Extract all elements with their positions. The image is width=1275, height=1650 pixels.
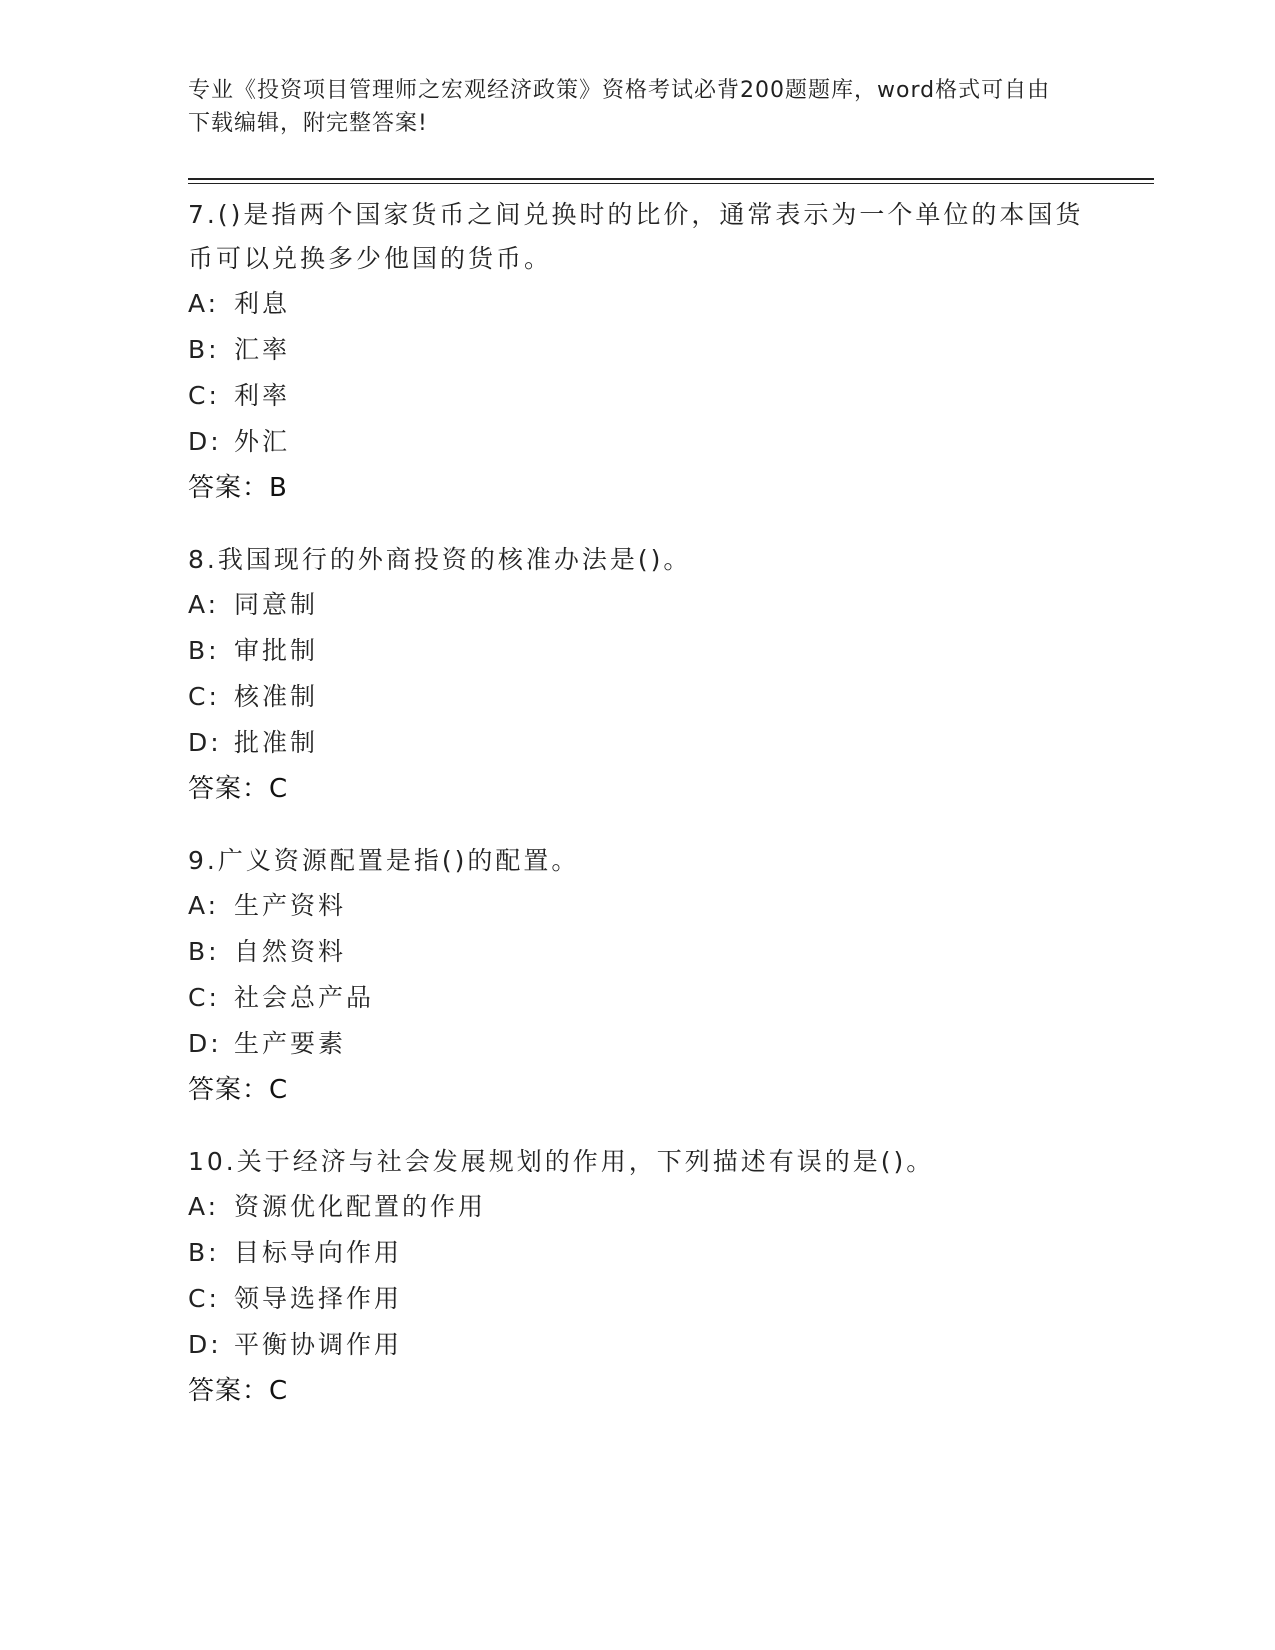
- answer-line: 答案：C: [188, 1075, 289, 1105]
- option-c: [188, 373, 1088, 419]
- option-c: [188, 975, 1088, 1021]
- option-letter: D:: [188, 1029, 222, 1058]
- option-letter: C:: [188, 381, 220, 410]
- option-letter: C:: [188, 1284, 220, 1313]
- option-d: [188, 720, 1088, 766]
- option-b: [188, 929, 1088, 975]
- option-letter: D:: [188, 427, 222, 456]
- option-text: 资源优化配置的作用: [234, 1192, 487, 1221]
- question-stem: 8.我国现行的外商投资的核准办法是()。: [188, 545, 692, 574]
- option-text: 核准制: [234, 682, 319, 711]
- option-c: [188, 674, 1088, 720]
- option-b: [188, 327, 1088, 373]
- option-text: 自然资料: [234, 937, 347, 966]
- option-d: [188, 1021, 1088, 1067]
- option-letter: D:: [188, 728, 222, 757]
- answer-line: 答案：C: [188, 774, 289, 804]
- option-text: 目标导向作用: [234, 1238, 403, 1267]
- option-a: [188, 883, 1088, 929]
- option-text: 生产资料: [234, 891, 347, 920]
- option-a: [188, 1184, 1088, 1230]
- question-stem: 10.关于经济与社会发展规划的作用，下列描述有误的是()。: [188, 1147, 935, 1176]
- question-stem: 7.()是指两个国家货币之间兑换时的比价，通常表示为一个单位的本国货币可以兑换多少他国的货币。: [188, 200, 1084, 273]
- option-letter: B:: [188, 636, 220, 665]
- option-letter: B:: [188, 335, 220, 364]
- question-8: [188, 538, 1088, 812]
- option-letter: A:: [188, 891, 220, 920]
- option-text: 批准制: [234, 728, 319, 757]
- option-text: 社会总产品: [234, 983, 375, 1012]
- question-10: [188, 1140, 1088, 1414]
- option-letter: B:: [188, 1238, 220, 1267]
- option-letter: D:: [188, 1330, 222, 1359]
- header-divider-thick: [188, 178, 1154, 180]
- question-list: [188, 193, 1088, 1441]
- option-text: 利率: [234, 381, 291, 410]
- option-letter: B:: [188, 937, 220, 966]
- option-d: [188, 1322, 1088, 1368]
- option-text: 生产要素: [234, 1029, 347, 1058]
- option-letter: A:: [188, 289, 220, 318]
- option-d: [188, 419, 1088, 465]
- option-text: 汇率: [234, 335, 291, 364]
- option-letter: C:: [188, 983, 220, 1012]
- option-text: 利息: [234, 289, 291, 318]
- header-divider-thin: [188, 183, 1154, 184]
- option-letter: A:: [188, 1192, 220, 1221]
- option-text: 同意制: [234, 590, 319, 619]
- question-stem: 9.广义资源配置是指()的配置。: [188, 846, 580, 875]
- answer-line: 答案：B: [188, 473, 288, 503]
- option-text: 平衡协调作用: [234, 1330, 403, 1359]
- question-7: [188, 193, 1088, 511]
- option-letter: C:: [188, 682, 220, 711]
- option-letter: A:: [188, 590, 220, 619]
- option-b: [188, 1230, 1088, 1276]
- option-c: [188, 1276, 1088, 1322]
- question-9: [188, 839, 1088, 1113]
- option-a: [188, 582, 1088, 628]
- answer-line: 答案：C: [188, 1376, 289, 1406]
- document-header: 专业《投资项目管理师之宏观经济政策》资格考试必背200题题库，word格式可自由下载编辑，附完整答案!: [188, 78, 1051, 136]
- option-text: 领导选择作用: [234, 1284, 403, 1313]
- option-text: 审批制: [234, 636, 319, 665]
- option-text: 外汇: [234, 427, 291, 456]
- option-a: [188, 281, 1088, 327]
- option-b: [188, 628, 1088, 674]
